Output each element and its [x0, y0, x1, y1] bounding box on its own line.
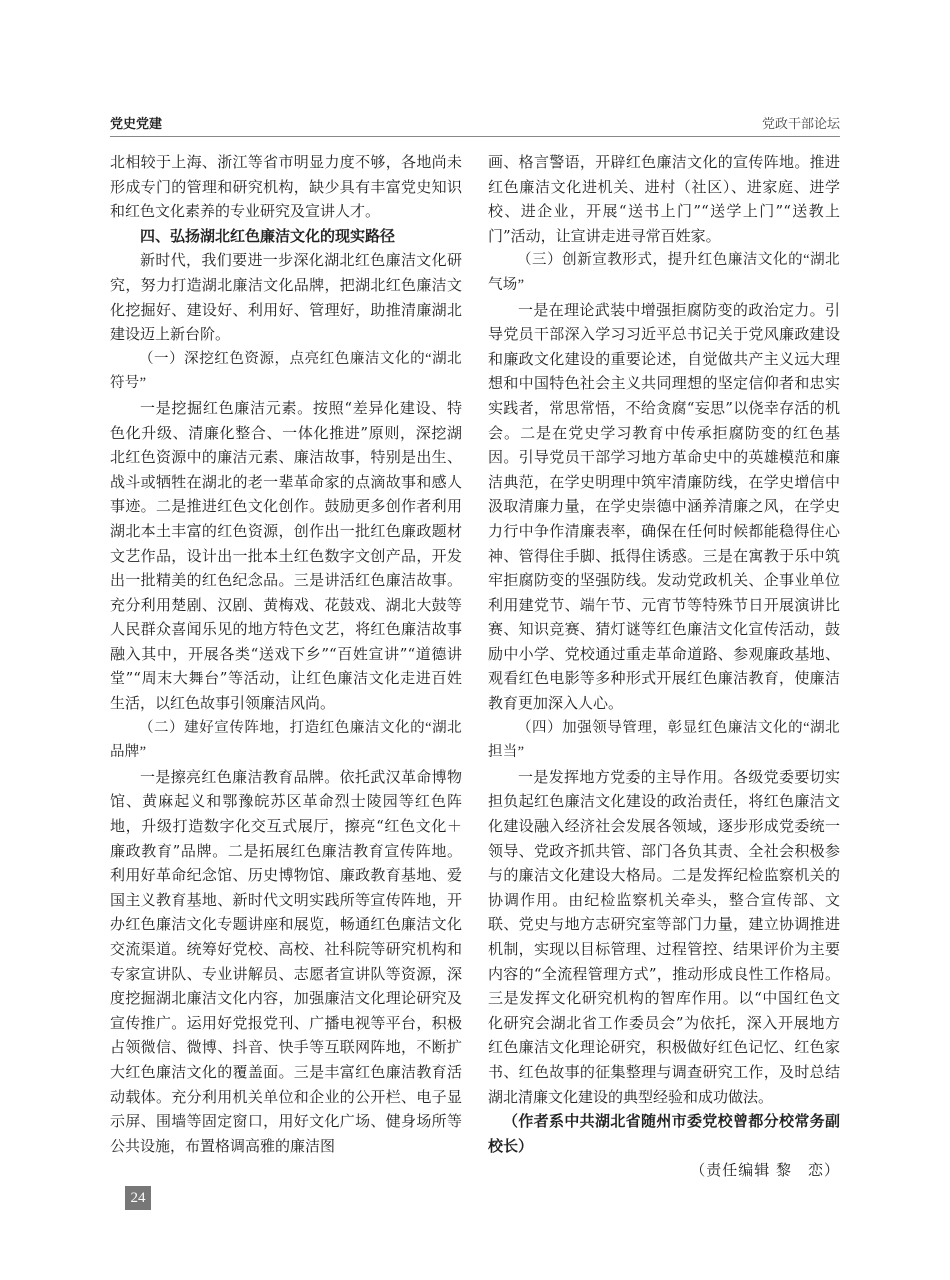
subsection-heading: （一）深挖红色资源，点亮红色廉洁文化的“湖北符号” [110, 350, 462, 392]
author-note: （作者系中共湖北省随州市委党校曾都分校常务副校长） [488, 1112, 840, 1155]
paragraph: 一是发挥地方党委的主导作用。各级党委要切实担负起红色廉洁文化建设的政治责任，将红色廉洁文化建设融入经济社会发展各领域，逐步形成党委统一领导、党政齐抓共管、部门各负其责、全社会积极参与的廉洁文化建设大格局。二是发挥纪检监察机关的协调作用。由纪检监察机关牵头，整合宣传部、文联、党史与地方志研究室等部门力量，建立协调推进机制，实现以目标管理、过程管控、结果评价为主要内容的“全流程管理方式”，推动形成良性工作格局。三是发挥文化研究机构的智库作用。以“中国红色文化研究会湖北省工作委员会”为依托，深入开展地方红色廉洁文化理论研究，积极做好红色记忆、红色家书、红色故事的征集整理与调查研究工作，及时总结湖北清廉文化建设的典型经验和成功做法。 [488, 767, 840, 1106]
section-label: 党史党建 [110, 117, 163, 132]
paragraph: 一是挖掘红色廉洁元素。按照“差异化建设、特色化升级、清廉化整合、一体化推进”原则，深挖湖北红色资源中的廉洁元素、廉洁故事，特别是出生、战斗或牺牲在湖北的老一辈革命家的点滴故事和感人事迹。二是推进红色文化创作。鼓励更多创作者利用湖北本土丰富的红色资源，创作出一批红色廉政题材文艺作品，设计出一批本土红色数字文创产品，开发出一批精美的红色纪念品。三是讲活红色廉洁故事。充分利用楚剧、汉剧、黄梅戏、花鼓戏、湖北大鼓等人民群众喜闻乐见的地方特色文艺，将红色廉洁故事融入其中，开展各类“送戏下乡”“百姓宣讲”“道德讲堂”“周末大舞台”等活动，让红色廉洁文化走进百姓生活，以红色故事引领廉洁风尚。 [110, 398, 462, 713]
paragraph: 一是在理论武装中增强拒腐防变的政治定力。引导党员干部深入学习习近平总书记关于党风廉政建设和廉政文化建设的重要论述，自觉做共产主义远大理想和中国特色社会主义共同理想的坚定信仰者和忠实实践者，常思常悟，不给贪腐“妄思”以侥幸存活的机会。二是在党史学习教育中传承拒腐防变的红色基因。引导党员干部学习地方革命史中的英雄模范和廉洁典范，在学史明理中筑牢清廉防线，在学史增信中汲取清廉力量，在学史崇德中涵养清廉之风，在学史力行中争作清廉表率，确保在任何时候都能稳得住心神、管得住手脚、抵得住诱惑。三是在寓教于乐中筑牢拒腐防变的坚强防线。发动党政机关、企事业单位利用建党节、端午节、元宵节等特殊节日开展演讲比赛、知识竞赛、猜灯谜等红色廉洁文化宣传活动，鼓励中小学、党校通过重走革命道路、参观廉政基地、观看红色电影等多种形式开展红色廉洁教育，使廉洁教育更加深入人心。 [488, 300, 840, 713]
paragraph: 画、格言警语，开辟红色廉洁文化的宣传阵地。推进红色廉洁文化进机关、进村（社区）、进家庭、进学校、进企业，开展“送书上门”“送学上门”“送教上门”活动，让宣讲走进寻常百姓家。 [488, 153, 840, 245]
paragraph: 北相较于上海、浙江等省市明显力度不够，各地尚未形成专门的管理和研究机构，缺少具有丰富党史知识和红色文化素养的专业研究及宣讲人才。 [110, 153, 462, 221]
subsection-heading: （三）创新宣教形式，提升红色廉洁文化的“湖北气场” [488, 252, 840, 293]
subsection-heading: （四）加强领导管理，彰显红色廉洁文化的“湖北担当” [488, 719, 840, 761]
paragraph: 新时代，我们要进一步深化湖北红色廉洁文化研究，努力打造湖北廉洁文化品牌，把湖北红色廉洁文化挖掘好、建设好、利用好、管理好，助推清廉湖北建设迈上新台阶。 [110, 251, 462, 344]
journal-name: 党政干部论坛 [761, 117, 840, 132]
page-number: 24 [125, 1186, 151, 1210]
section-heading: 四、弘扬湖北红色廉洁文化的现实路径 [140, 226, 396, 245]
paragraph: 一是擦亮红色廉洁教育品牌。依托武汉革命博物馆、黄麻起义和鄂豫皖苏区革命烈士陵园等红色阵地，升级打造数字化交互式展厅，擦亮“红色文化＋廉政教育”品牌。二是拓展红色廉洁教育宣传阵地。利用好革命纪念馆、历史博物馆、廉政教育基地、爱国主义教育基地、新时代文明实践所等宣传阵地，开办红色廉洁文化专题讲座和展览，畅通红色廉洁文化交流渠道。统筹好党校、高校、社科院等研究机构和专家宣讲队、专业讲解员、志愿者宣讲队等资源，深度挖掘湖北廉洁文化内容，加强廉洁文化理论研究及宣传推广。运用好党报党刊、广播电视等平台，积极占领微信、微博、抖音、快手等互联网阵地，不断扩大红色廉洁文化的覆盖面。三是丰富红色廉洁教育活动载体。充分利用机关单位和企业的公开栏、电子显示屏、围墙等固定窗口，用好文化广场、健身场所等公共设施，布置格调高雅的廉洁图 [110, 767, 462, 1155]
subsection-heading: （二）建好宣传阵地，打造红色廉洁文化的“湖北品牌” [110, 719, 462, 761]
page-header [110, 112, 840, 137]
editor-note: （责任编辑 黎 恋） [690, 1161, 840, 1180]
right-column [488, 150, 840, 1183]
left-column [110, 150, 462, 1158]
